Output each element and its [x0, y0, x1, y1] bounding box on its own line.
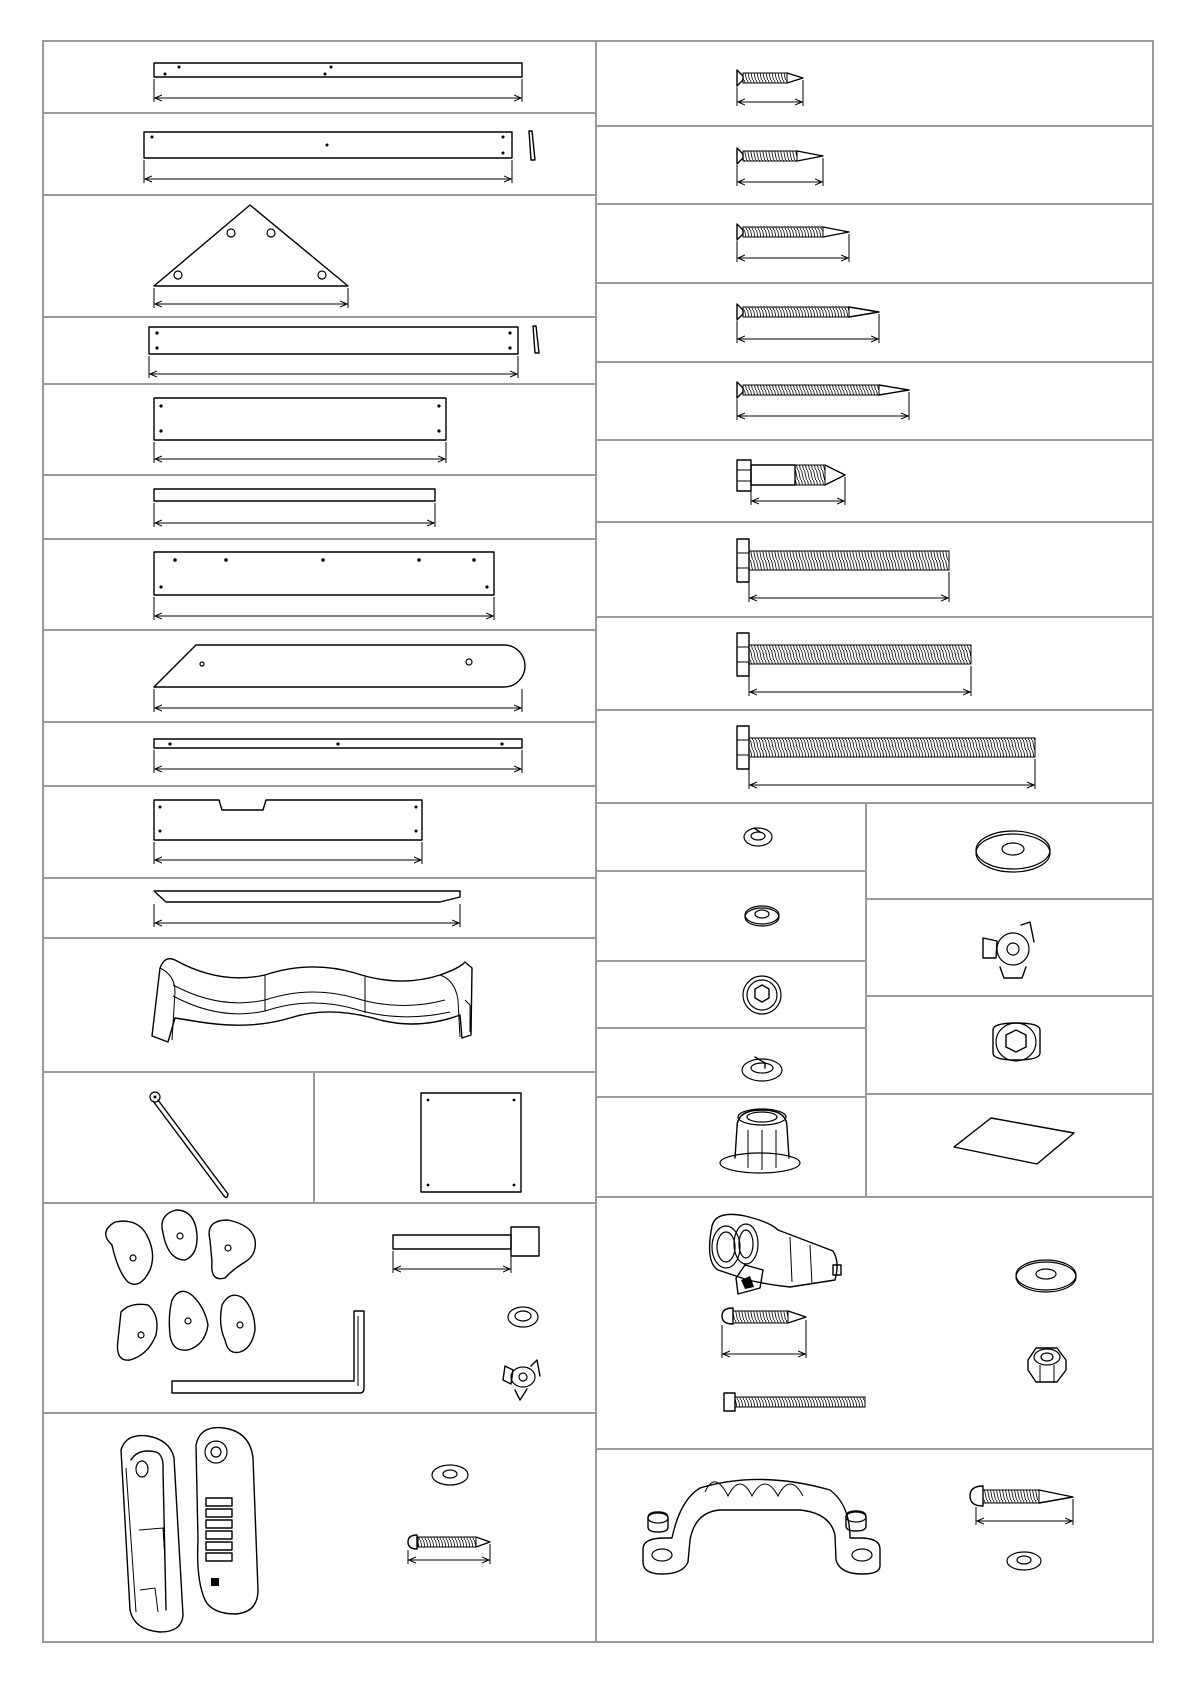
barrel-nut	[393, 1227, 539, 1273]
flat-washer	[432, 1465, 468, 1485]
pan-head-wood-screw	[722, 1308, 806, 1358]
drilled-panel-board	[154, 552, 494, 620]
wood-screw-medium	[737, 148, 823, 186]
grip-handle	[643, 1479, 880, 1574]
wide-panel-board	[154, 398, 446, 463]
wood-screw-long	[737, 224, 849, 262]
handle-grip-kit	[643, 1479, 1073, 1574]
hex-key	[172, 1311, 364, 1393]
telephone-kit	[121, 1428, 490, 1632]
keypad	[206, 1498, 232, 1586]
hex-bolt-medium	[737, 633, 971, 696]
angled-rounded-board	[154, 645, 525, 712]
tee-nut	[503, 1360, 540, 1400]
sticker-sheet	[954, 1118, 1074, 1164]
plastic-cap	[720, 1109, 800, 1173]
spring-washer-small	[744, 828, 772, 846]
hex-socket-sleeve-large	[993, 1023, 1040, 1061]
timber-rail-long	[154, 63, 522, 102]
tee-nut-large	[983, 922, 1034, 978]
hex-bolt-short	[737, 539, 949, 602]
thin-rail	[154, 739, 522, 773]
notched-board	[154, 800, 422, 864]
nylon-lock-nut	[1028, 1348, 1066, 1382]
hex-lag-bolt	[737, 460, 845, 505]
wood-screw-longer	[737, 304, 879, 343]
wood-screw-short	[737, 70, 803, 106]
hex-bolt-long	[737, 726, 1035, 789]
machine-bolt	[724, 1393, 865, 1411]
wave-slide	[152, 959, 472, 1042]
timber-rail-with-wedge	[144, 131, 535, 183]
pan-head-wood-screw	[970, 1486, 1073, 1525]
telescope-kit	[710, 1214, 1076, 1411]
timber-board-with-wedge	[149, 326, 539, 378]
telephone-base	[196, 1428, 258, 1614]
flat-washer-large	[976, 831, 1050, 872]
tapered-slat	[154, 891, 460, 927]
flat-washer-small	[745, 906, 779, 926]
climbing-holds-kit	[106, 1210, 540, 1400]
flat-washer	[1016, 1260, 1076, 1292]
triangle-gusset-panel	[154, 205, 348, 308]
spring-washer	[508, 1307, 538, 1327]
spring-washer-large	[742, 1057, 782, 1081]
wood-screw-longest	[737, 382, 909, 420]
telescope	[710, 1214, 841, 1294]
pan-head-screw	[408, 1535, 490, 1564]
flat-washer	[1007, 1552, 1041, 1570]
square-plate	[421, 1093, 521, 1192]
narrow-strip	[154, 489, 435, 527]
telephone-handset	[121, 1436, 183, 1632]
climbing-holds	[106, 1210, 256, 1360]
hex-socket-sleeve-small	[743, 976, 781, 1014]
steering-rod	[150, 1092, 228, 1198]
parts-grid	[43, 41, 1153, 1642]
